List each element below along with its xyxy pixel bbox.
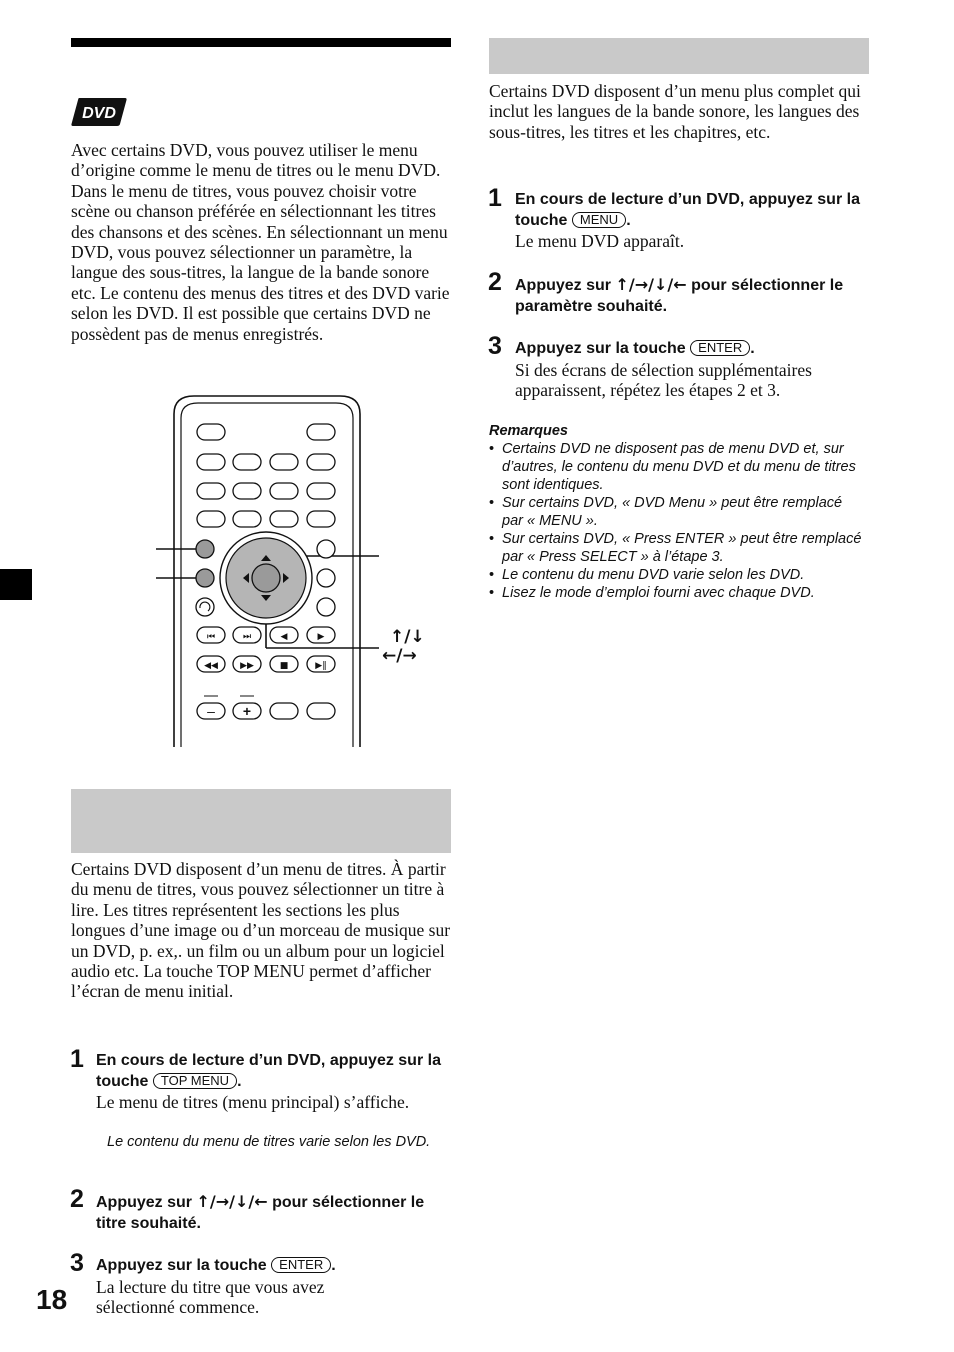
title-step-1-title: En cours de lecture d’un DVD, appuyez sur la touche TOP MENU . xyxy=(96,1052,441,1090)
remote-button xyxy=(233,511,261,527)
remote-button xyxy=(197,424,225,440)
title-step-3-number: 3 xyxy=(70,1249,84,1277)
callout-arrows-up-down: ↑/↓ xyxy=(390,627,425,647)
top-menu-key: TOP MENU xyxy=(153,1073,237,1089)
note-item: • Lisez le mode d’emploi fourni avec chaque DVD. xyxy=(489,584,867,602)
remote-button xyxy=(197,454,225,470)
transport-icon: ▶‖ xyxy=(315,661,327,671)
enter-key: ENTER xyxy=(271,1257,331,1273)
note-item: • Le contenu du menu DVD varie selon les DVD. xyxy=(489,566,867,584)
title-step-1-desc: Le menu de titres (menu principal) s’affiche. xyxy=(96,1092,410,1112)
remote-button xyxy=(197,511,225,527)
title-step-3-title: Appuyez sur la touche ENTER . xyxy=(96,1257,336,1274)
title-step-2-number: 2 xyxy=(70,1185,84,1213)
remote-button xyxy=(307,703,335,719)
remote-illustration xyxy=(150,392,440,747)
transport-icon: ⏭ xyxy=(242,632,252,642)
arrow-keys-icon: ↑/→/↓/← xyxy=(196,1192,268,1211)
callout-arrows-left-right: ←/→ xyxy=(382,646,417,666)
menu-key: MENU xyxy=(572,212,626,228)
menu-step-2-number: 2 xyxy=(488,268,502,296)
remote-button xyxy=(270,483,298,499)
title-step-1-note: Le contenu du menu de titres varie selon les DVD. xyxy=(107,1134,431,1150)
intro-paragraph: Avec certains DVD, vous pouvez utiliser le menu d’origine comme le menu de titres ou le menu DVD. Dans le menu de titres, vous pouvez choisir votre scène ou chanson préférée en sélectionnant les titres des chansons et des scènes. En sélectionnant un menu DVD, vous pouvez sélectionner un paramètre, la langue des sous-titres, la langue de la bande sonore etc. Le contenu des menus des titres et des DVD varie selon les DVD. Il est possible que certains DVD ne possèdent pas de menus enregistrés. xyxy=(71,140,450,344)
title-step-2-title: Appuyez sur ↑/→/↓/← pour sélectionner le titre souhaité. xyxy=(96,1192,425,1232)
remote-button xyxy=(317,598,335,616)
menu-button xyxy=(196,569,214,587)
svg-text:DVD: DVD xyxy=(82,105,116,122)
transport-icon: ⏮ xyxy=(206,632,216,642)
remote-minus-label: – xyxy=(207,703,215,719)
remote-button xyxy=(270,511,298,527)
remote-button xyxy=(317,540,335,558)
menu-step-1-number: 1 xyxy=(488,184,502,212)
remote-button xyxy=(197,483,225,499)
transport-icon: ◀◀ xyxy=(204,661,218,671)
title-menu-button xyxy=(196,540,214,558)
transport-icon: ◀ xyxy=(280,632,288,642)
notes-heading: Remarques xyxy=(489,423,568,439)
remote-button xyxy=(307,483,335,499)
remote-button xyxy=(307,454,335,470)
remote-button xyxy=(317,569,335,587)
note-item: • Sur certains DVD, « DVD Menu » peut être remplacé par « MENU ». xyxy=(489,494,867,530)
title-menu-paragraph: Certains DVD disposent d’un menu de titres. À partir du menu de titres, vous pouvez sélectionner un titre à lire. Les titres représentent les sections les plus longues d’une image ou d’un morceau de musique sur un DVD, p. ex,. un film ou un album pour un logiciel audio etc. La touche TOP MENU permet d’afficher l’écran de menu initial. xyxy=(71,859,451,1002)
title-menu-heading-band xyxy=(71,789,451,853)
dvd-logo-icon xyxy=(70,96,128,128)
title-step-1-number: 1 xyxy=(70,1045,84,1073)
remote-button xyxy=(307,511,335,527)
notes-list xyxy=(489,440,867,602)
top-rule xyxy=(71,38,451,47)
menu-step-1-title: En cours de lecture d’un DVD, appuyez sur la touche MENU . xyxy=(515,191,860,229)
enter-button xyxy=(252,564,280,592)
note-item: • Certains DVD ne disposent pas de menu DVD et, sur d’autres, le contenu du menu DVD et du menu de titres sont identiques. xyxy=(489,440,867,494)
dvd-menu-heading-band xyxy=(489,38,869,74)
menu-step-3-title: Appuyez sur la touche ENTER . xyxy=(515,340,755,357)
remote-button xyxy=(307,424,335,440)
menu-step-3-number: 3 xyxy=(488,332,502,360)
transport-icon: ▶▶ xyxy=(240,661,254,671)
transport-icon: ▶ xyxy=(317,632,325,642)
title-step-3-desc: La lecture du titre que vous avez sélectionné commence. xyxy=(96,1277,325,1318)
remote-button xyxy=(270,454,298,470)
remote-button xyxy=(270,703,298,719)
page-number: 18 xyxy=(36,1284,68,1315)
dvd-menu-paragraph: Certains DVD disposent d’un menu plus complet qui inclut les langues de la bande sonore, les langues des sous-titres, les titres et les chapitres, etc. xyxy=(489,81,861,142)
remote-button xyxy=(233,483,261,499)
chapter-side-tab xyxy=(0,569,32,600)
arrow-keys-icon: ↑/→/↓/← xyxy=(615,275,687,294)
menu-step-1-desc: Le menu DVD apparaît. xyxy=(515,231,685,251)
remote-plus-label: + xyxy=(242,703,252,719)
menu-step-2-title: Appuyez sur ↑/→/↓/← pour sélectionner le paramètre souhaité. xyxy=(515,275,844,315)
return-button xyxy=(196,598,214,616)
enter-key: ENTER xyxy=(690,340,750,356)
menu-step-3-desc: Si des écrans de sélection supplémentaires apparaissent, répétez les étapes 2 et 3. xyxy=(515,360,812,401)
transport-icon: ■ xyxy=(279,661,289,671)
remote-button xyxy=(233,454,261,470)
note-item: • Sur certains DVD, « Press ENTER » peut être remplacé par « Press SELECT » à l’étape 3. xyxy=(489,530,867,566)
